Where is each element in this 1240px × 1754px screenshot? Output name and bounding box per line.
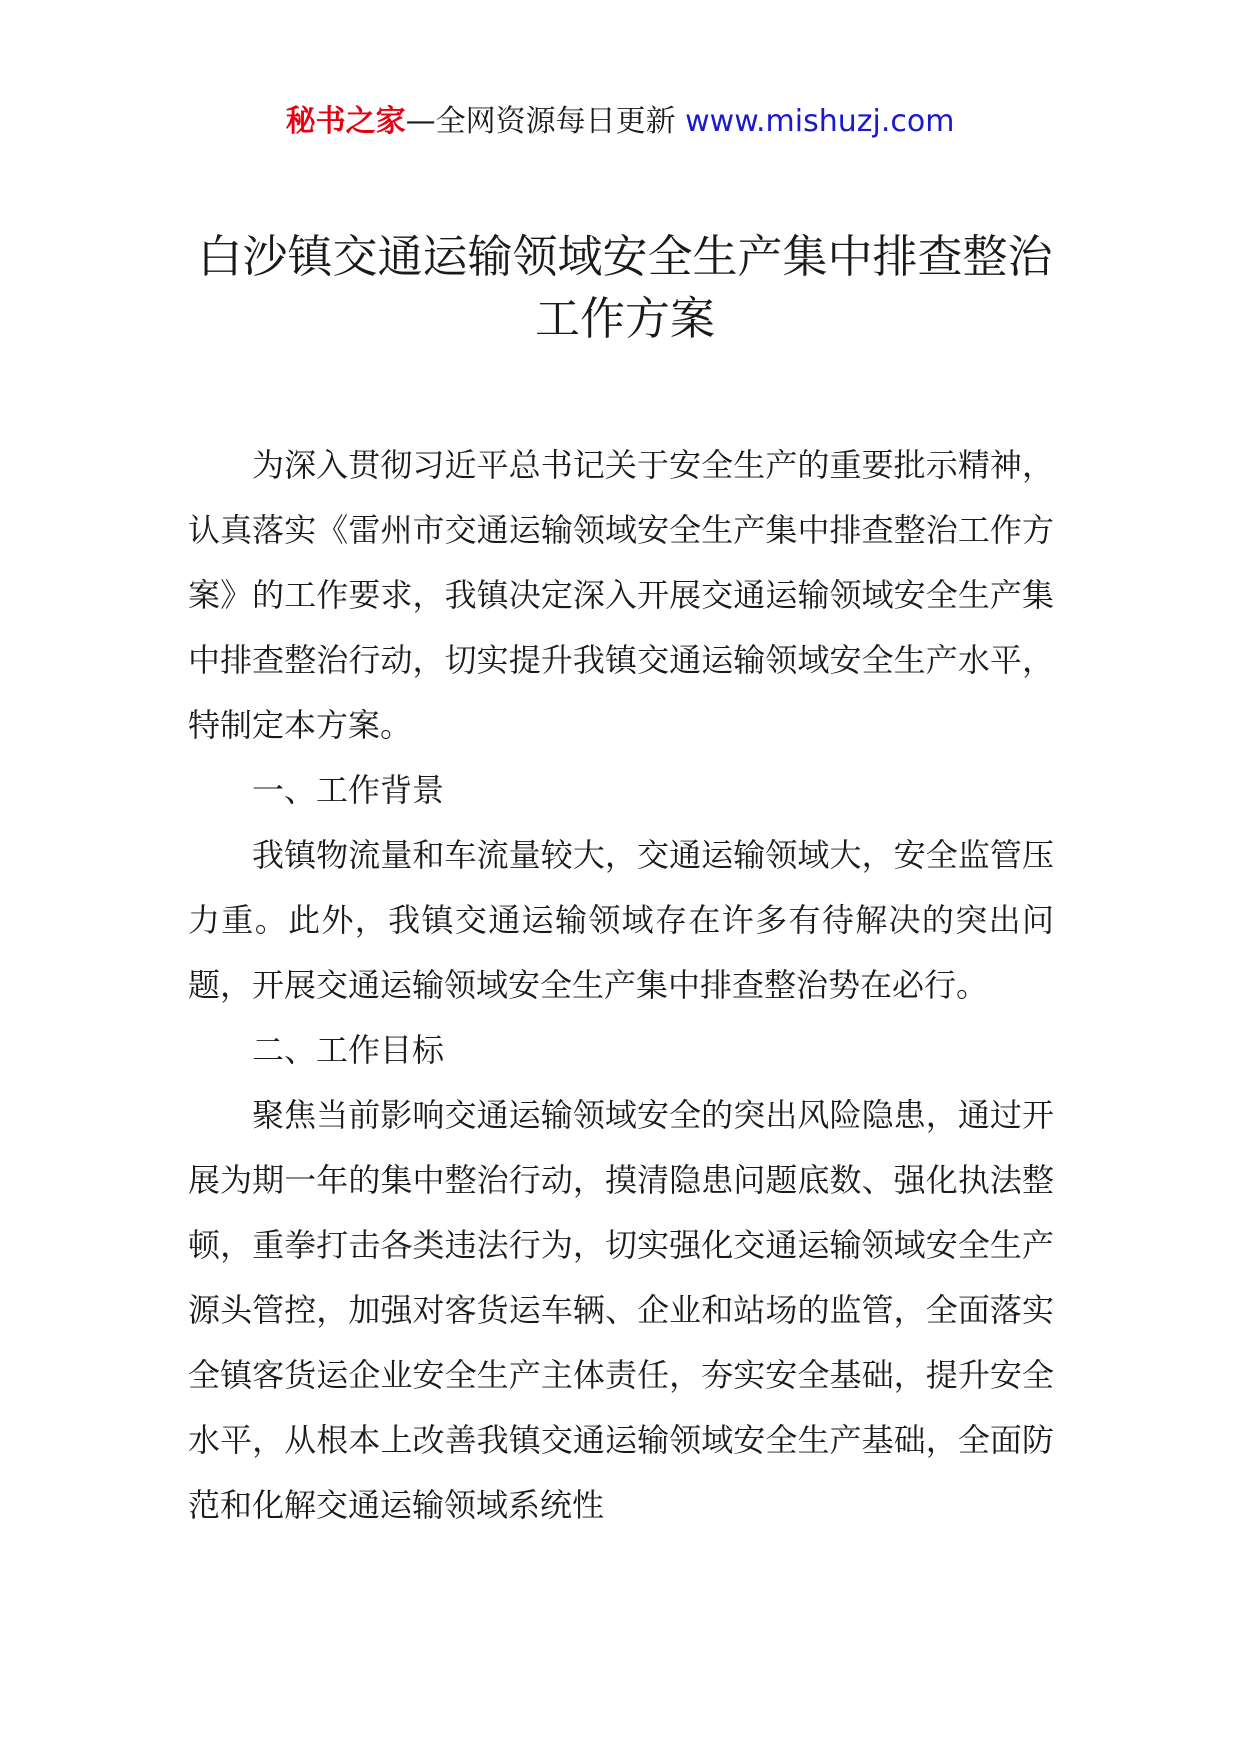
site-url-link[interactable]: www.mishuzj.com <box>685 104 955 139</box>
header-slogan: —全网资源每日更新 <box>405 104 686 139</box>
goals-paragraph: 聚焦当前影响交通运输领域安全的突出风险隐患，通过开展为期一年的集中整治行动，摸清隐患问题底数、强化执法整顿，重拳打击各类违法行为，切实强化交通运输领域安全生产源头管控，加强对客货运车辆、企业和站场的监管，全面落实全镇客货运企业安全生产主体责任，夯实安全基础，提升安全水平，从根本上改善我镇交通运输领域安全生产基础，全面防范和化解交通运输领域系统性 <box>188 1096 1054 1524</box>
background-paragraph: 我镇物流量和车流量较大，交通运输领域大，安全监管压力重。此外，我镇交通运输领域存在许多有待解决的突出问题，开展交通运输领域安全生产集中排查整治势在必行。 <box>188 836 1054 1004</box>
document-body <box>188 433 1054 1538</box>
section-heading-goals: 二、工作目标 <box>252 1031 445 1069</box>
intro-paragraph: 为深入贯彻习近平总书记关于安全生产的重要批示精神，认真落实《雷州市交通运输领域安全生产集中排查整治工作方案》的工作要求，我镇决定深入开展交通运输领域安全生产集中排查整治行动，切实提升我镇交通运输领域安全生产水平，特制定本方案。 <box>188 446 1054 744</box>
document-title: 白沙镇交通运输领域安全生产集中排查整治工作方案 <box>197 230 1053 345</box>
brand-name: 秘书之家 <box>285 104 406 139</box>
section-heading-background: 一、工作背景 <box>252 771 445 809</box>
watermark-header <box>0 102 1240 142</box>
